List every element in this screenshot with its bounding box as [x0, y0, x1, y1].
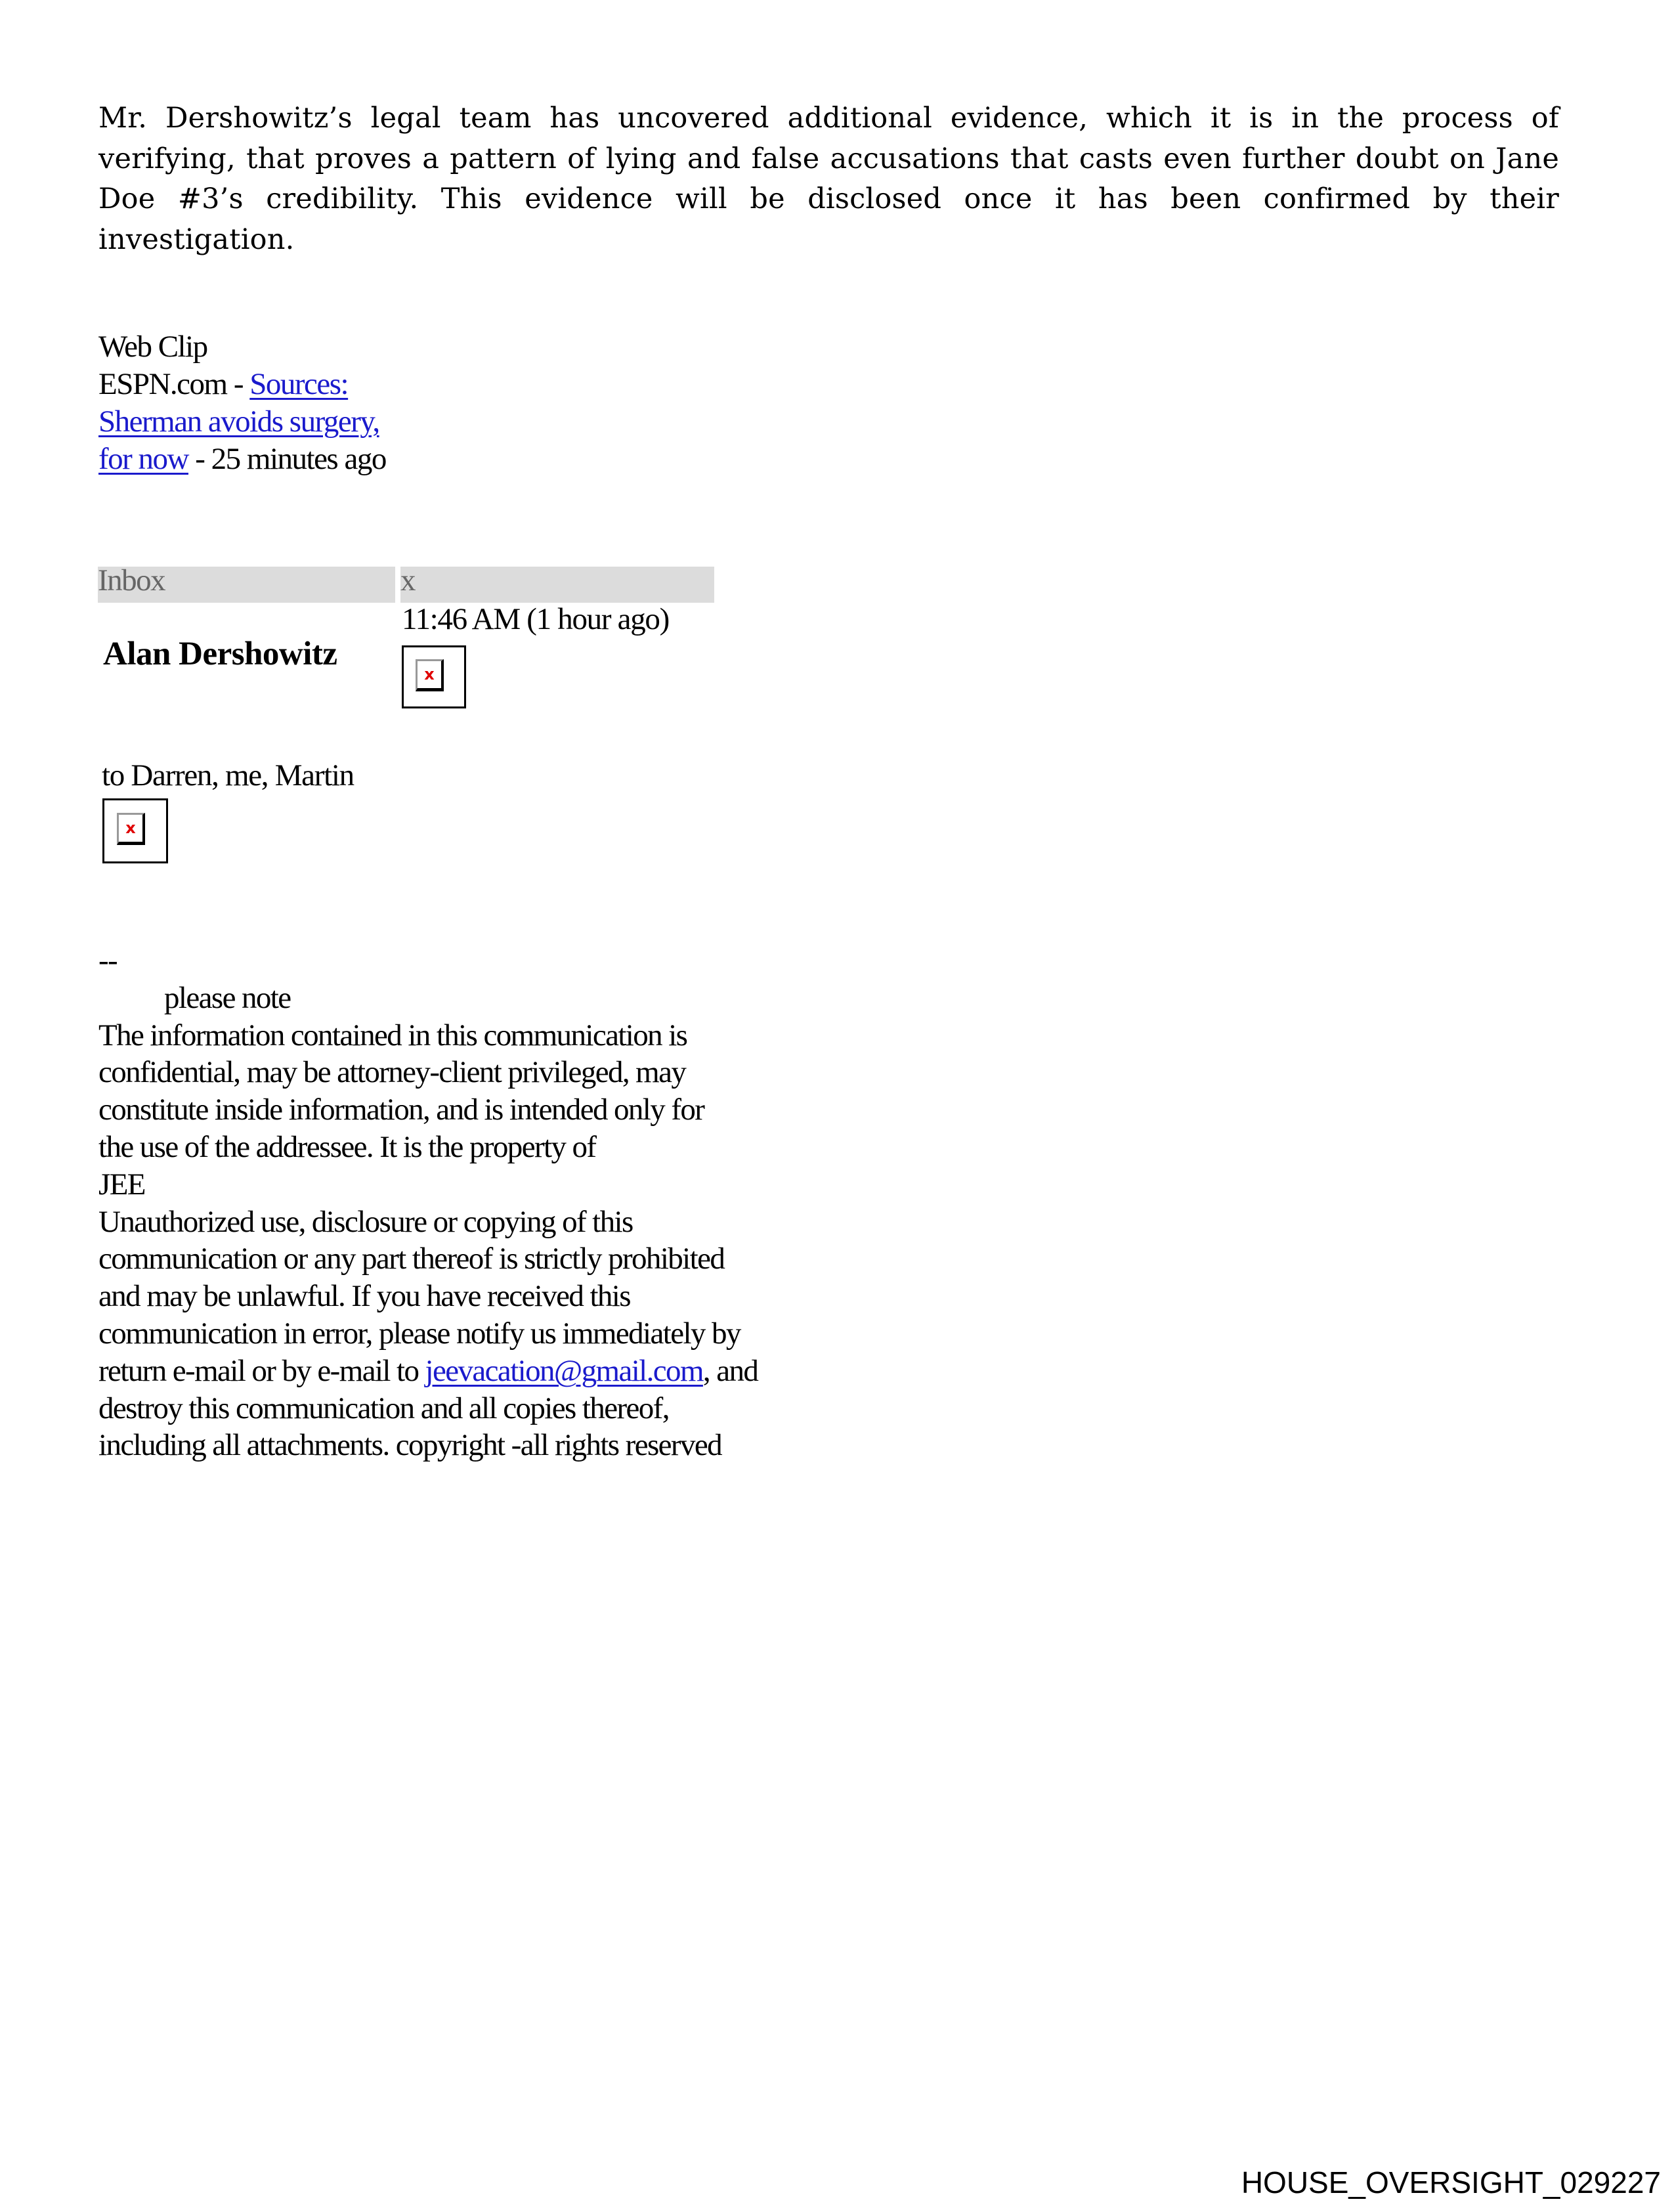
disclaimer-line: JEE	[98, 1167, 145, 1202]
web-clip-age: - 25 minutes ago	[188, 442, 386, 476]
email-link[interactable]: jeevacation@gmail.com	[425, 1353, 703, 1388]
web-clip	[98, 328, 387, 478]
web-clip-label: Web Clip	[98, 330, 207, 364]
main-paragraph: Mr. Dershowitz’s legal team has uncovered additional evidence, which it is in the process of verifying, that proves a pattern of lying and false accusations that casts even further doubt on Jane Doe #3’s credibility. This evidence will be disclosed once it has been confirmed by their investigation.	[98, 102, 1559, 256]
bates-number: HOUSE_OVERSIGHT_029227	[1241, 2165, 1661, 2200]
disclaimer-line: and may be unlawful. If you have received this	[98, 1279, 630, 1314]
disclaimer-line: confidential, may be attorney-client privileged, may	[98, 1055, 686, 1090]
web-clip-source: ESPN.com -	[98, 367, 250, 401]
disclaimer-line: communication or any part thereof is strictly prohibited	[98, 1242, 725, 1276]
sender-image-frame	[402, 645, 466, 708]
message-timestamp: 11:46 AM (1 hour ago)	[402, 602, 669, 636]
inbox-label-bar[interactable]	[98, 567, 395, 603]
broken-image-icon	[416, 659, 444, 691]
signature-block	[98, 942, 912, 1464]
recipients[interactable]: to Darren, me, Martin	[102, 758, 354, 792]
return-prefix: return e-mail or by e-mail to	[98, 1353, 425, 1388]
close-label-button[interactable]: x	[400, 567, 415, 597]
disclaimer-line: The information contained in this communication is	[98, 1018, 687, 1052]
broken-image-glyph: x	[424, 665, 435, 683]
disclaimer-line: communication in error, please notify us immediately by	[98, 1316, 740, 1351]
disclaimer-line: destroy this communication and all copies thereof,	[98, 1391, 669, 1425]
sender-name: Alan Dershowitz	[103, 636, 337, 672]
return-suffix: , and	[702, 1353, 758, 1388]
broken-image-icon	[117, 813, 145, 845]
disclaimer-line-email	[98, 1353, 912, 1390]
disclaimer-line: including all attachments. copyright -all rights reserved	[98, 1428, 722, 1463]
disclaimer-line: Unauthorized use, disclosure or copying of this	[98, 1204, 633, 1239]
signature-separator: --	[98, 943, 118, 978]
close-label-bar[interactable]	[400, 567, 714, 603]
please-note: please note	[164, 980, 291, 1015]
web-clip-headline-link[interactable]: Sources: Sherman avoids surgery, for now	[98, 367, 379, 476]
disclaimer-line: constitute inside information, and is intended only for	[98, 1093, 704, 1127]
recipient-image-frame	[102, 798, 168, 863]
broken-image-glyph: x	[125, 819, 136, 837]
inbox-label[interactable]: Inbox	[98, 567, 165, 597]
disclaimer-line: the use of the addressee. It is the property of	[98, 1129, 596, 1164]
web-clip-body	[98, 366, 387, 478]
